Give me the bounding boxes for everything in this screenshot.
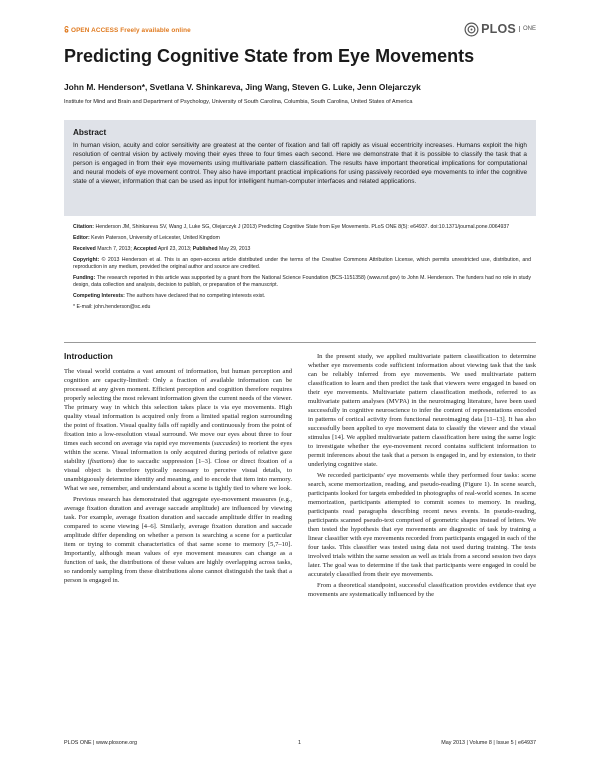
introduction-heading: Introduction xyxy=(64,351,113,361)
plos-one-logo xyxy=(464,20,536,38)
plos-logo-subtext: ONE xyxy=(519,26,536,32)
footer-journal: PLOS ONE | www.plosone.org xyxy=(64,740,138,746)
body-paragraph: Previous research has demonstrated that aggregate eye-movement measures (e.g., average fixation duration and average saccade amplitude) are influenced by viewing task. For example, average fixation duration and saccade amplitude differ in reading compared to scene viewing [4–6]. Similarly, average fixation duration and saccade amplitude differ depending on whether a person is searching a scene for a particular item or trying to commit characteristics of that same scene to memory [5,7–10]. Importantly, although mean values of eye movement measures can change as a function of task, the distributions of these values are highly overlapping across tasks, so randomly sampling from these distributions alone cannot distinguish the task that a person is engaged in. xyxy=(64,496,292,584)
body-column-left xyxy=(64,352,292,587)
competing-interests xyxy=(73,293,531,300)
open-access-text: OPEN ACCESS Freely available online xyxy=(71,27,191,34)
abstract-box xyxy=(64,120,536,216)
plos-logo-mark-icon xyxy=(464,22,479,37)
citation-text: Henderson JM, Shinkareva SV, Wang J, Luke SG, Olejarczyk J (2013) Predicting Cognitive State from Eye Movements. PLoS ONE 8(5): e64937. doi:10.1371/journal.pone.0064937 xyxy=(95,224,510,230)
published-date: May 29, 2013 xyxy=(218,245,251,252)
copyright-text: © 2013 Henderson et al. This is an open-access article distributed under the terms of the Creative Commons Attribution License, which permits unrestricted use, distribution, and reproduction in any medium, provided the original author and source are credited. xyxy=(73,256,531,271)
corresponding-email: * E-mail: john.henderson@sc.edu xyxy=(73,304,151,311)
dates xyxy=(73,246,531,253)
competing-text: The authors have declared that no competing interests exist. xyxy=(126,293,266,300)
body-paragraph: In the present study, we applied multivariate pattern classification to determine whether eye movements code sufficient information about viewing task that the task can be reliably inferred from eye movements. We used multivariate pattern classification to learn and then predict the task that viewers were engaged in based on their eye movements. Multivariate pattern classification methods, referred to as multivariate pattern analyses (MVPA) in the neuroimaging literature, have been used successfully in cognitive neuroscience to infer the content of representations encoded in patterns of cortical activity from functional neuroimaging data [11–13]. It has also successfully been applied to eye movement data to classify the viewer and the visual stimulus [14]. We applied multivariate pattern classification here using the same logic to investigate whether the eye-movement record contains sufficient information to permit inferences about the task that a person is engaged in, and by extension, to their underlying cognitive state. xyxy=(308,353,536,468)
page-number: 1 xyxy=(298,740,301,746)
citation xyxy=(73,224,531,231)
citation-label: Citation: xyxy=(73,224,95,230)
funding-text: The research reported in this article was supported by a grant from the National Science Foundation (BCS-1151358) (www.nsf.gov) to John M. Henderson. The funders had no role in study design, data collection and analysis, decision to publish, or preparation of the manuscript. xyxy=(73,275,531,289)
journal-header xyxy=(64,18,536,40)
article-authors: John M. Henderson*, Svetlana V. Shinkareva, Jing Wang, Steven G. Luke, Jenn Olejarczyk xyxy=(64,82,421,92)
editor xyxy=(73,235,531,242)
published-label: Published xyxy=(192,245,218,252)
open-access-badge xyxy=(64,26,191,34)
funding xyxy=(73,275,531,290)
paragraph-text: ) due to saccadic suppression [1–3]. Close or direct fixation of a visual object is therefore typically necessary to perceive visual details, to unambiguously determine identity and meaning, and to encode that item into memory. What we see, remember, and understand about a scene is tightly tied to where we look. xyxy=(64,458,293,492)
italic-term: fixations xyxy=(90,458,113,465)
article-affiliation: Institute for Mind and Brain and Department of Psychology, University of South Carolina, Columbia, South Carolina, United States of America xyxy=(64,99,413,105)
paragraph-text: ) to reorient the eyes within the scene. Visual information is only acquired during periods of relative gaze stability ( xyxy=(64,440,292,465)
copyright xyxy=(73,257,531,272)
section-divider xyxy=(64,342,536,343)
body-paragraph: From a theoretical standpoint, successful classification provides evidence that eye movements are systematically influenced by the xyxy=(308,582,536,598)
editor-text: Kevin Paterson, University of Leicester, United Kingdom xyxy=(91,234,220,241)
footer-issue: May 2013 | Volume 8 | Issue 5 | e64937 xyxy=(441,740,536,746)
body-paragraph xyxy=(64,367,292,493)
plos-logo-text: PLOS xyxy=(481,22,516,36)
accepted-date: April 23, 2013; xyxy=(157,245,192,252)
page-footer xyxy=(64,740,536,750)
article-metadata xyxy=(73,224,531,315)
italic-term: saccades xyxy=(214,440,238,447)
received-date: March 7, 2013; xyxy=(97,245,132,252)
funding-label: Funding: xyxy=(73,275,96,282)
competing-label: Competing Interests: xyxy=(73,293,125,300)
abstract-heading: Abstract xyxy=(73,128,107,137)
paragraph-text: The visual world contains a vast amount of information, but human perception and cognition are capacity-limited: Only a fraction of available information can be processed at any given moment. Efficient perception and cognition therefore requires properly selecting the most relevant information given the current needs of the viewer. The primary way in which this selection takes place is via eye movements. High quality visual information is acquired only from a limited spatial region surrounding the point of fixation. Visual quality falls off rapidly and continuously from the point of fixation into a low-resolution visual surround. We move our eyes about three to four times each second on average via rapid eye movements ( xyxy=(64,368,292,447)
body-column-right xyxy=(308,352,536,601)
received-label: Received xyxy=(73,245,96,252)
open-access-lock-icon xyxy=(64,26,69,33)
accepted-label: Accepted xyxy=(133,245,157,252)
body-paragraph: We recorded participants' eye movements while they performed four tasks: scene search, scene memorization, reading, and pseudo-reading (Figure 1). In scene search, participants looked for targets embedded in photographs of real-world scenes. In scene memorization, participants attempted to commit scenes to memory. In reading, participants read paragraphs describing recent news events. In pseudo-reading, participants scanned pseudo-text comprised of geometric shapes instead of letters. We then tested the hypothesis that eye movements are diagnostic of task by training a linear classifier with eye movements recorded from participants engaged in each of the four tasks. This classifier was tested using data not used during training. The tests involved trials within the same session as well as trials from a second session two days later. The goal was to determine if the task that participants were engaged in could be accurately classified from their eye movements. xyxy=(308,472,536,578)
abstract-text: In human vision, acuity and color sensitivity are greatest at the center of fixation and fall off rapidly as visual eccentricity increases. Humans exploit the high resolution of central vision by actively moving their eyes three to four times each second. Here we demonstrate that it is possible to classify the task that a person is engaged in from their eye movements using multivariate pattern classification. The results have important theoretical implications for computational and neural models of eye movement control. They also have important practical implications for using passively recorded eye movements to infer the cognitive state of a viewer, information that can be used as input for intelligent human-computer interfaces and related applications. xyxy=(73,142,527,185)
copyright-label: Copyright: xyxy=(73,256,100,263)
article-title: Predicting Cognitive State from Eye Movements xyxy=(64,46,475,66)
editor-label: Editor: xyxy=(73,234,90,241)
